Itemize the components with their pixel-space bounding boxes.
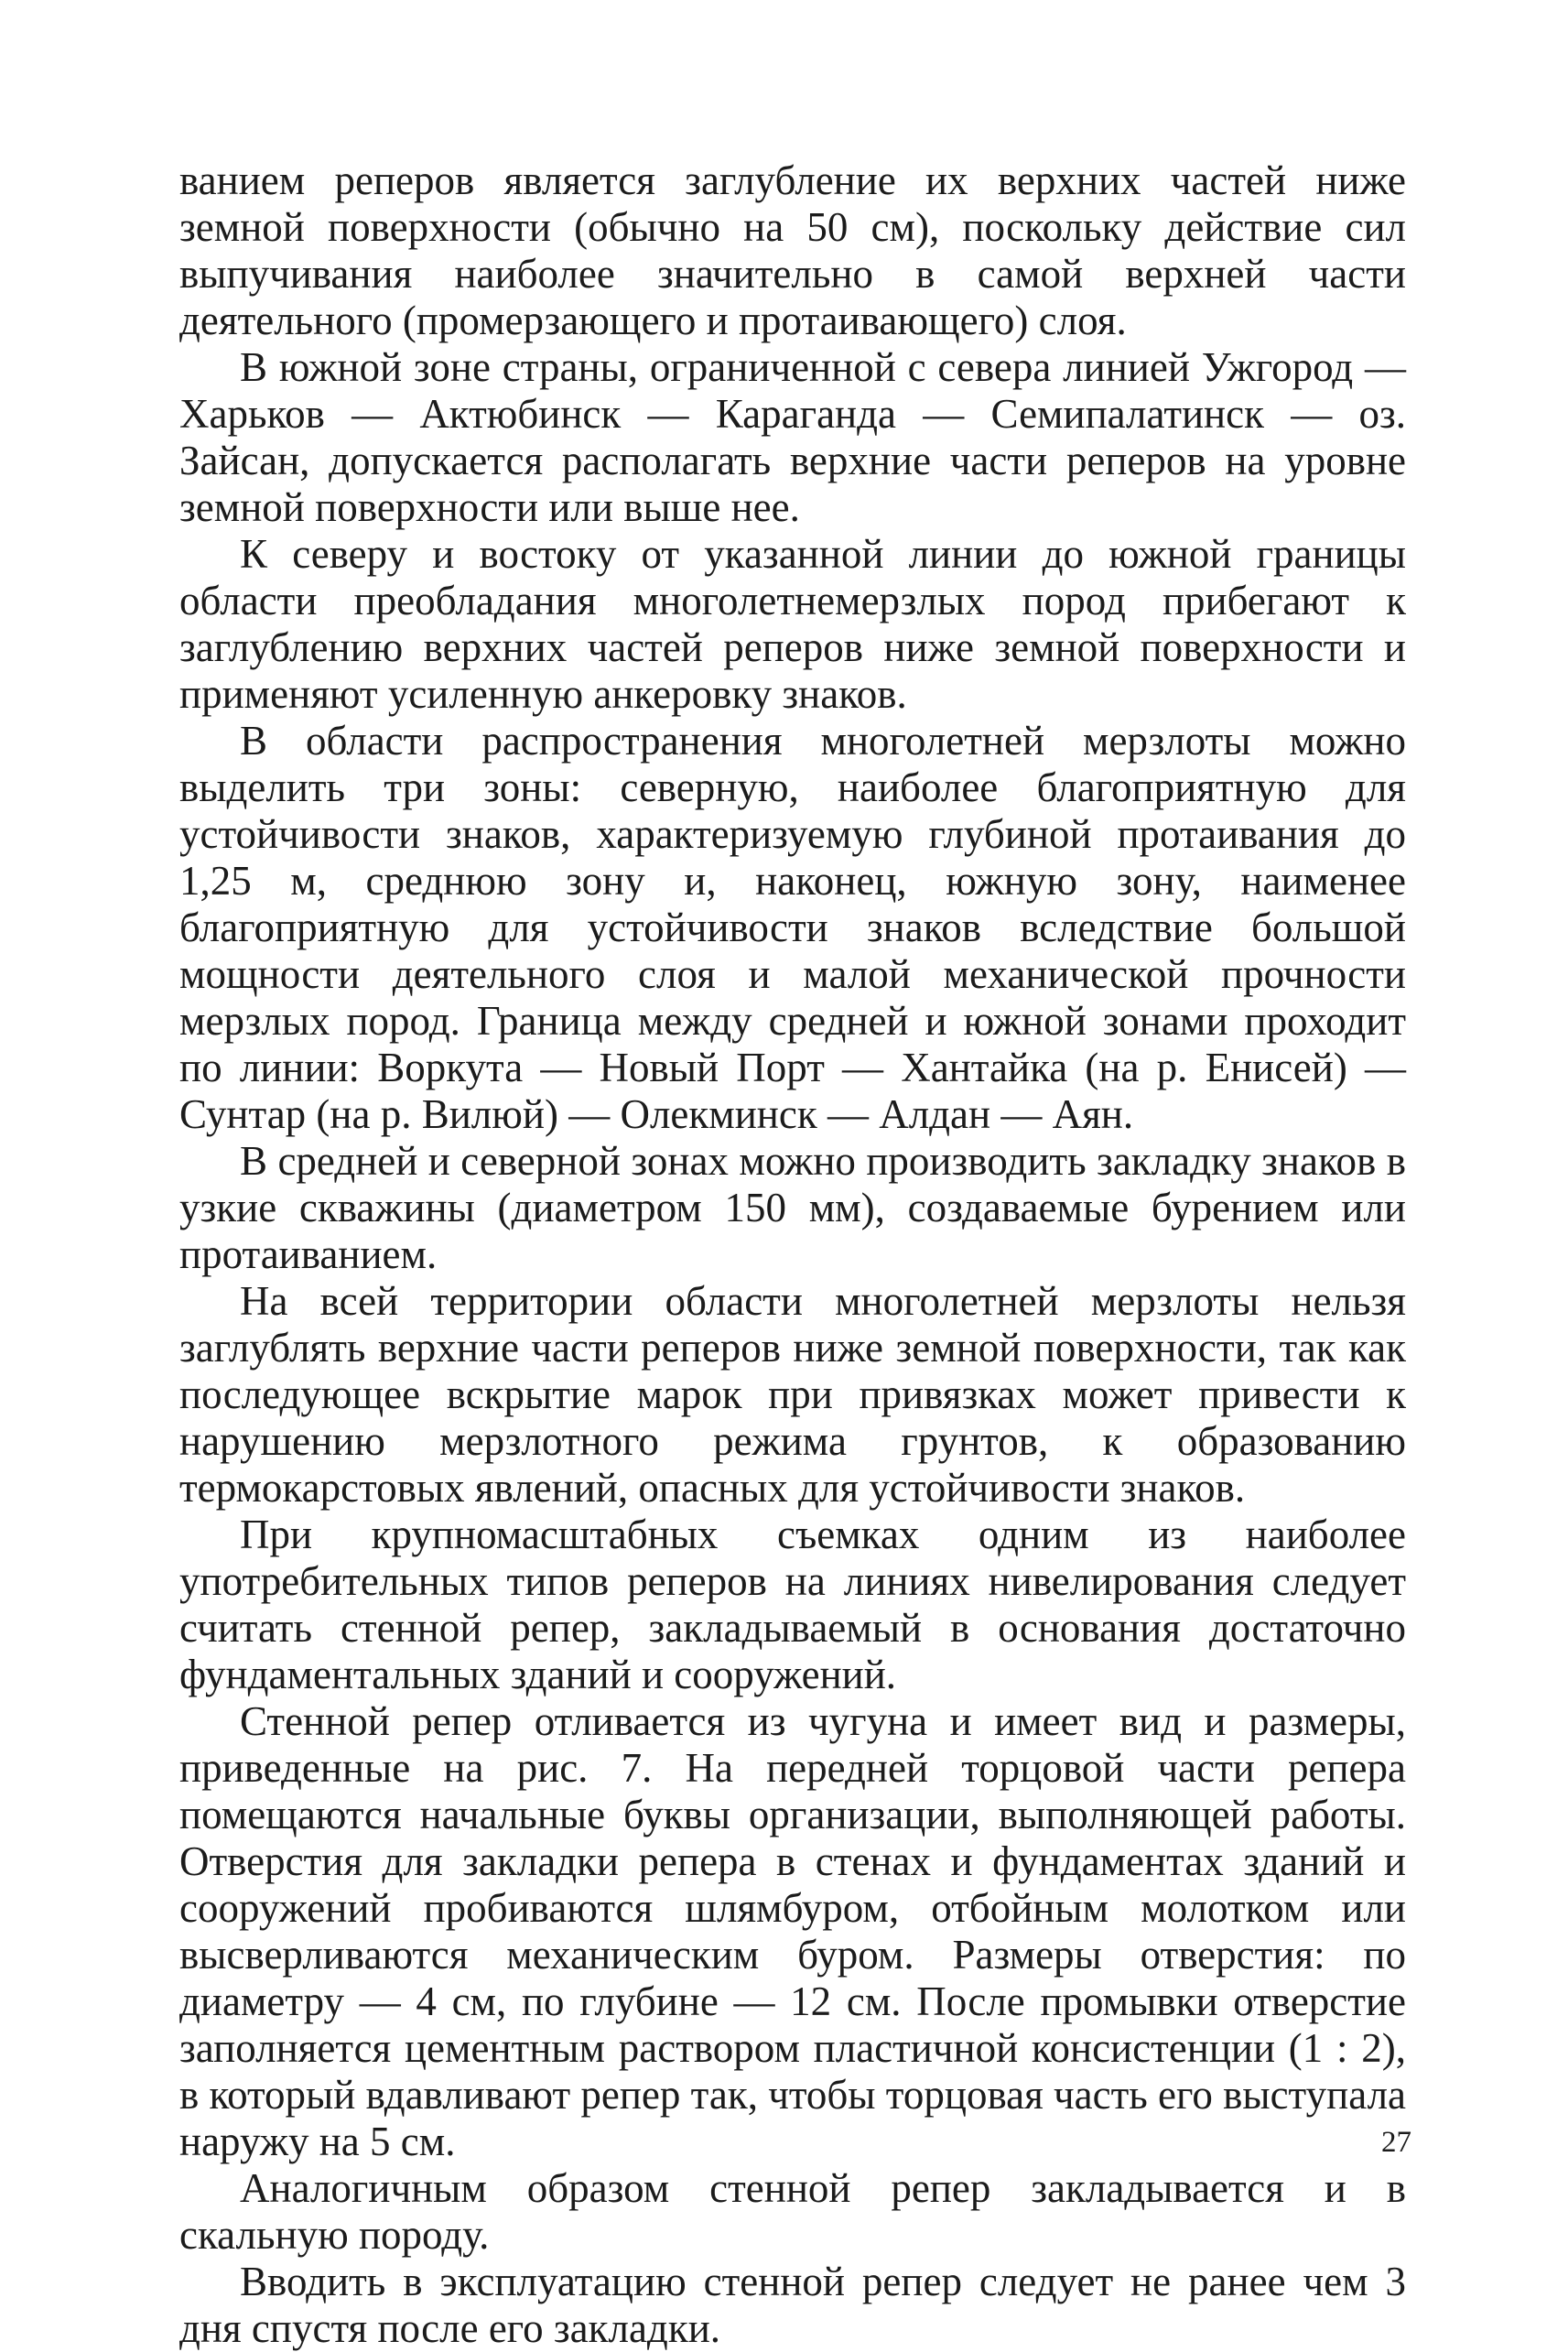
paragraph-wall-benchmark-install: Стенной репер отливается из чугуна и имеет вид и размеры, приведенные на рис. 7. На передней торцовой части репера помещаются начальные буквы организации, выполняющей работы. Отверстия для закладки репера в стенах и фундаментах зданий и сооружений пробиваются шлямбуром, отбойным молотком или высверливаются механическим буром. Размеры отверстия: по диаметру — 4 см, по глубине — 12 см. После промывки отверстие заполняется цементным раствором пластичной консистенции (1 : 2), в который вдавливают репер так, чтобы торцовая часть его выступала наружу на 5 см. xyxy=(179,1698,1407,2164)
paragraph-rock-installation: Аналогичным образом стенной репер закладывается и в скальную породу. xyxy=(179,2165,1406,2258)
paragraph-boreholes: В средней и северной зонах можно производить закладку знаков в узкие скважины (диаметром 150 мм), создаваемые бурением или протаиванием. xyxy=(179,1138,1406,1277)
page-number: 27 xyxy=(1381,2126,1411,2159)
paragraph-north-east: К северу и востоку от указанной линии до южной границы области преобладания многолетнемерзлых пород прибегают к заглублению верхних частей реперов ниже земной поверхности и применяют усиленную анкеровку знаков. xyxy=(179,531,1406,717)
paragraph-wall-benchmark-use: При крупномасштабных съемках одним из наиболее употребительных типов реперов на линиях нивелирования следует считать стенной репер, закладываемый в основания достаточно фундаментальных зданий и сооружений. xyxy=(179,1512,1406,1697)
paragraph-southern-zone: В южной зоне страны, ограниченной с севера линией Ужгород — Харьков — Актюбинск — Караганда — Семипалатинск — оз. Зайсан, допускается располагать верхние части реперов на уровне земной поверхности или выше нее. xyxy=(179,344,1406,530)
paragraph-continuation: ванием реперов является заглубление их верхних частей ниже земной поверхности (обычно на 50 см), поскольку действие сил выпучивания наиболее значительно в самой верхней части деятельного (промерзающего и протаивающего) слоя. xyxy=(179,157,1406,343)
paragraph-commissioning: Вводить в эксплуатацию стенной репер следует не ранее чем 3 дня спустя после его закладки. xyxy=(179,2259,1406,2351)
paragraph-no-deepening: На всей территории области многолетней мерзлоты нельзя заглублять верхние части реперов ниже земной поверхности, так как последующее вскрытие марок при привязках может привести к нарушению мерзлотного режима грунтов, к образованию термокарстовых явлений, опасных для устойчивости знаков. xyxy=(179,1278,1406,1511)
paragraph-permafrost-zones: В области распространения многолетней мерзлоты можно выделить три зоны: северную, наиболее благоприятную для устойчивости знаков, характеризуемую глубиной протаивания до 1,25 м, среднюю зону и, наконец, южную зону, наименее благоприятную для устойчивости знаков вследствие большой мощности деятельного слоя и малой механической прочности мерзлых пород. Граница между средней и южной зонами проходит по линии: Воркута — Новый Порт — Хантайка (на р. Енисей) — Сунтар (на р. Вилюй) — Олекминск — Алдан — Аян. xyxy=(179,718,1406,1137)
body-text xyxy=(179,157,1406,2352)
